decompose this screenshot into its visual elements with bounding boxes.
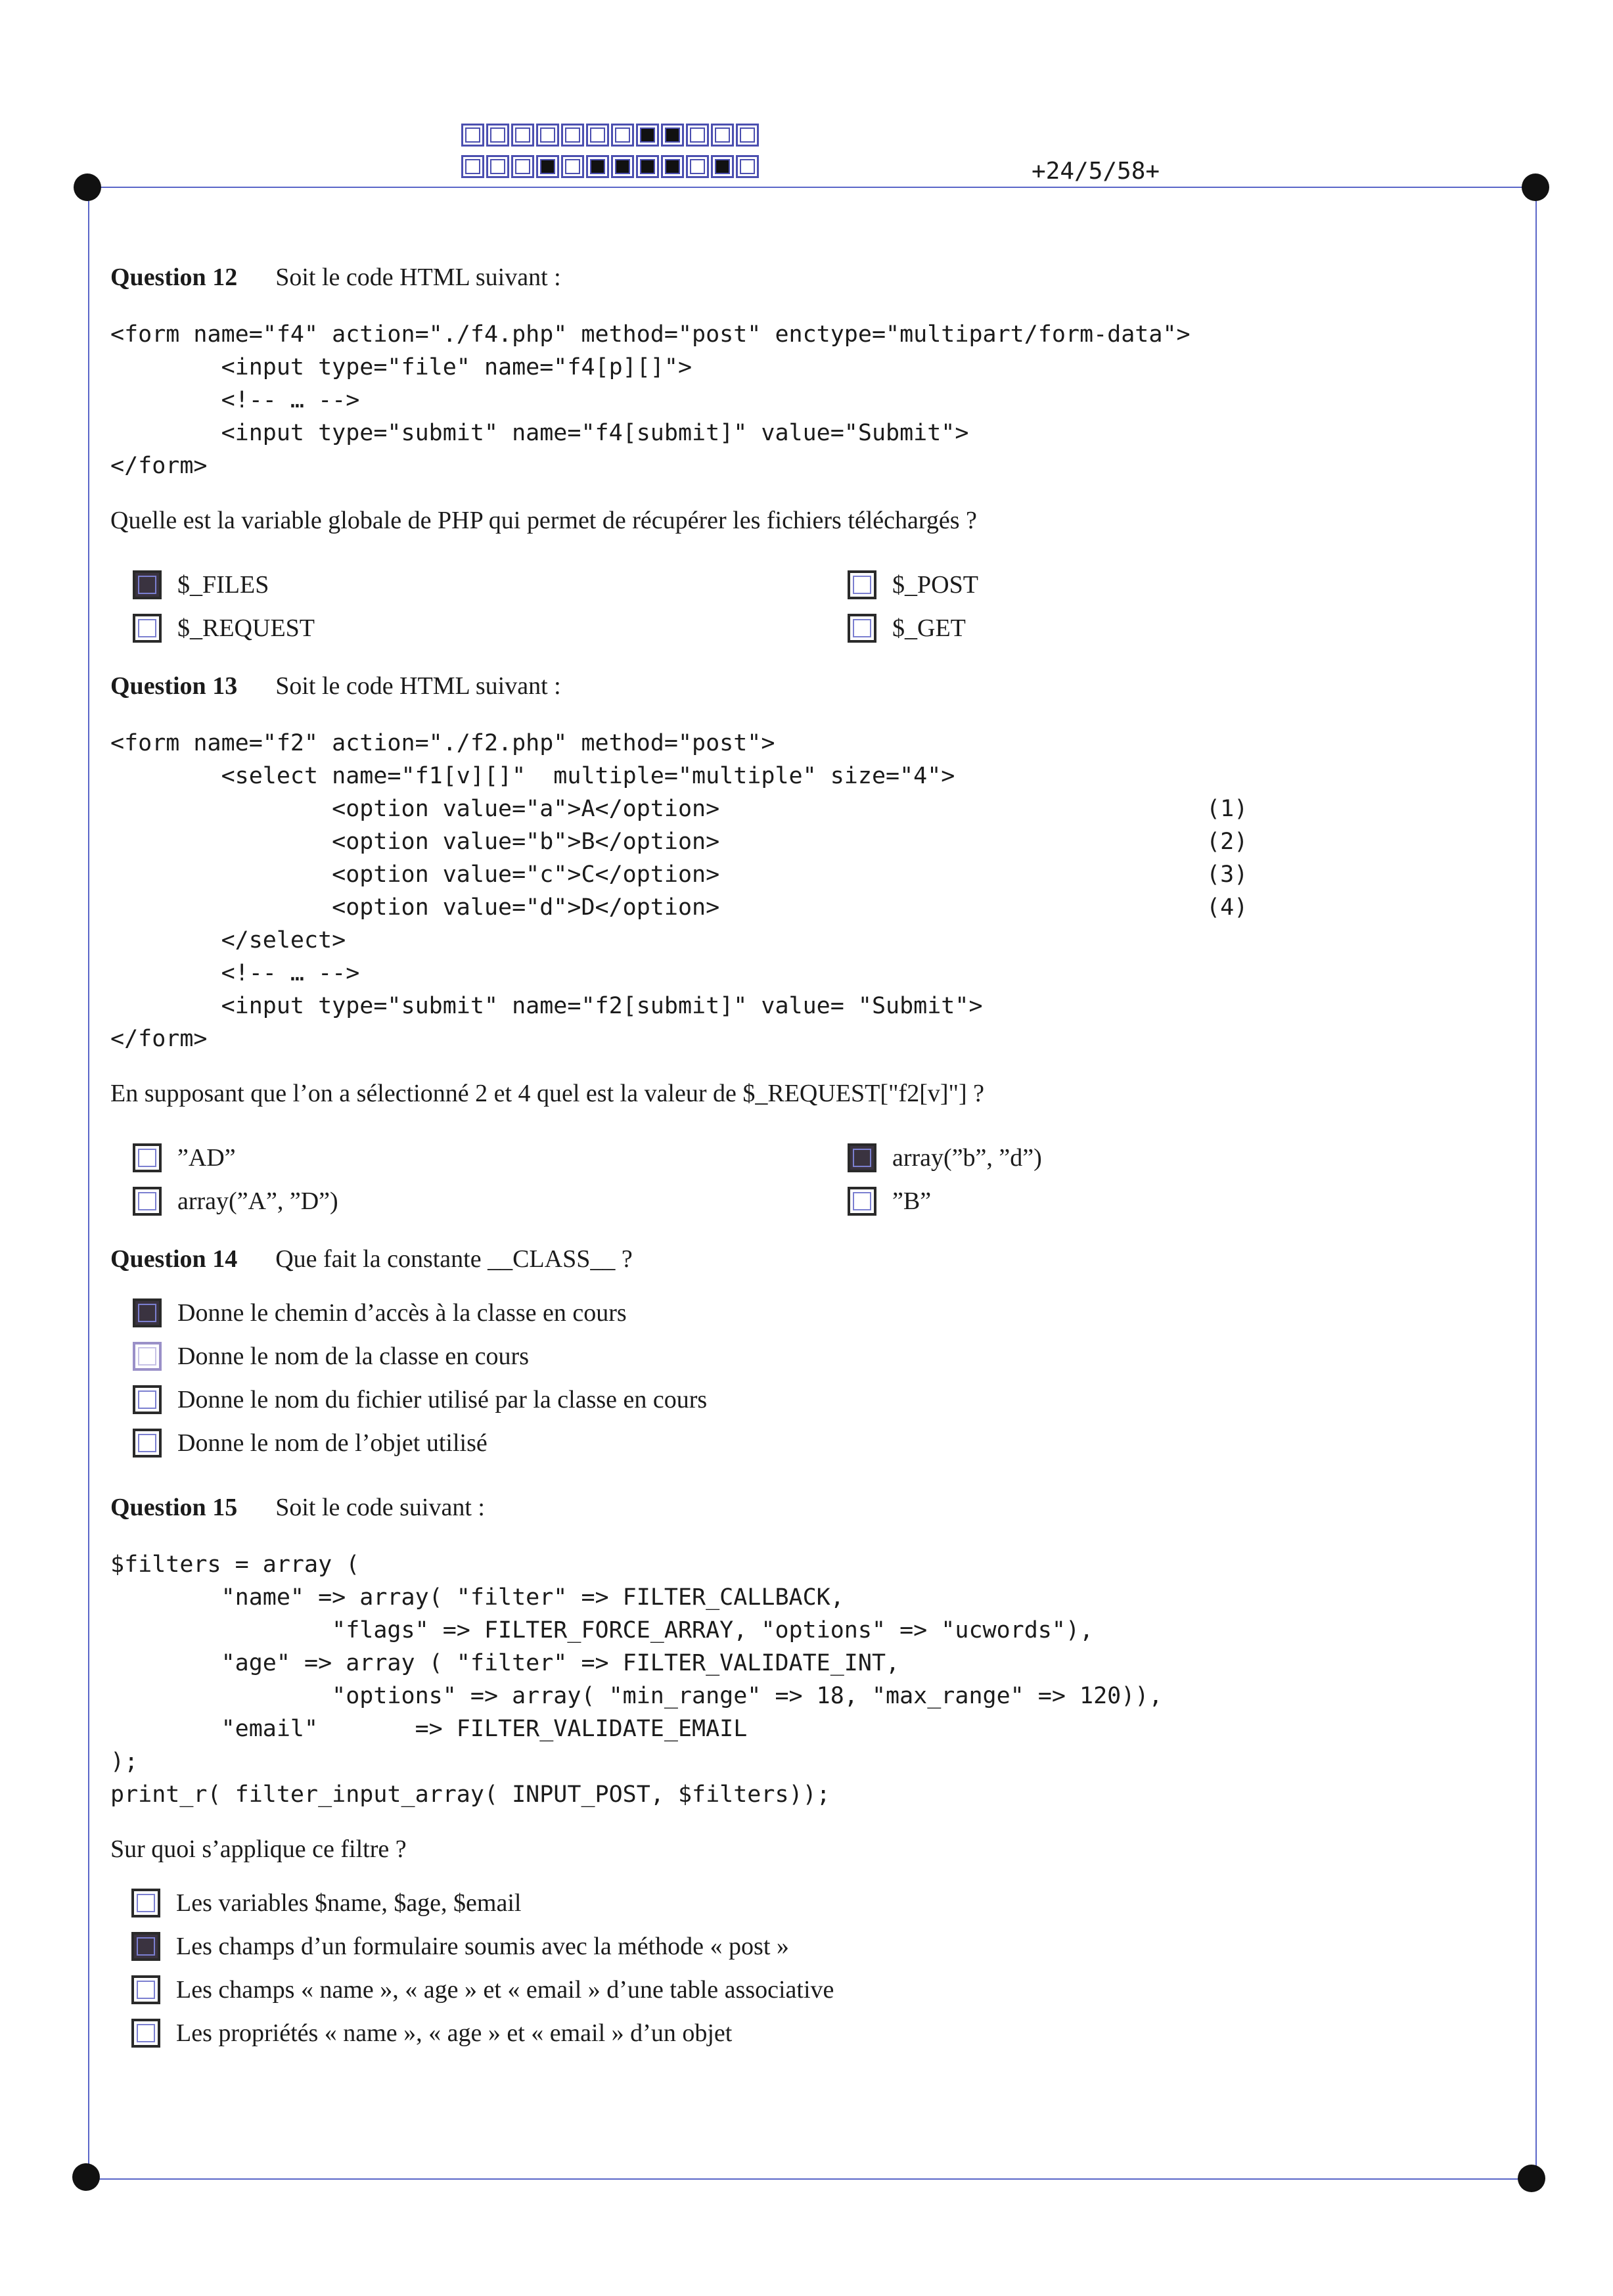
barcode-cell-filled: [636, 155, 659, 178]
question-prompt: Soit le code HTML suivant :: [275, 672, 561, 700]
answer-label: Donne le chemin d’accès à la classe en cours: [177, 1299, 627, 1327]
checkbox[interactable]: [133, 1385, 162, 1414]
question-15-code: $filters = array ( "name" => array( "filter" => FILTER_CALLBACK, "flags" => FILTER_FORCE_ARRAY, "options" => "ucwords"), "age" => array ( "filter" => FILTER_VALIDATE_INT, "options" => array( "min_range" => 18, "max_range" => 120)), "email" => FILTER_VALIDATE_EMAIL ); print_r( filter_input_array( INPUT_POST, $filters));: [110, 1551, 1163, 1808]
barcode-cell-empty: [736, 124, 759, 147]
barcode-cell-filled: [711, 155, 734, 178]
page-id: +24/5/58+: [1032, 158, 1160, 185]
frame-left-line: [88, 187, 89, 2178]
checkbox[interactable]: [848, 570, 876, 599]
checkbox[interactable]: [848, 614, 876, 643]
answer-label: Les variables $name, $age, $email: [176, 1889, 522, 1917]
checkbox[interactable]: [133, 1143, 162, 1172]
answer-option[interactable]: [848, 570, 978, 599]
question-13-text: En supposant que l’on a sélectionné 2 et 4 quel est la valeur de $_REQUEST["f2[v]"] ?: [110, 1080, 985, 1107]
corner-mark-bottom-left: [72, 2163, 100, 2191]
checkbox[interactable]: [131, 1975, 160, 2004]
answer-label: $_REQUEST: [177, 614, 315, 642]
barcode-cell-filled: [611, 155, 634, 178]
barcode-cell-empty: [686, 155, 709, 178]
question-number: Question 12: [110, 264, 238, 291]
question-prompt: Soit le code HTML suivant :: [275, 264, 561, 291]
answer-label: array(”b”, ”d”): [892, 1144, 1042, 1172]
answer-label: Les champs « name », « age » et « email » d’une table associative: [176, 1976, 834, 2004]
question-12-code: <form name="f4" action="./f4.php" method="post" enctype="multipart/form-data"> <input type="file" name="f4[p][]"> <!-- … --> <input type="submit" name="f4[submit]" value="Submit"> </form>: [110, 321, 1191, 479]
answer-option[interactable]: [133, 1342, 529, 1371]
answer-option[interactable]: [133, 1429, 488, 1458]
answer-option[interactable]: [131, 2019, 732, 2048]
barcode-cell-empty: [511, 155, 534, 178]
checkbox-checked[interactable]: [848, 1143, 876, 1172]
answer-option[interactable]: [133, 1298, 627, 1327]
question-prompt: Que fait la constante __CLASS__ ?: [275, 1245, 633, 1273]
barcode-cell-filled: [586, 155, 609, 178]
question-13-line-numbers: (1) (2) (3) (4): [1206, 796, 1248, 921]
barcode-cell-filled: [661, 155, 684, 178]
question-prompt: Soit le code suivant :: [275, 1494, 485, 1521]
answer-label: $_FILES: [177, 571, 269, 599]
question-13-code: <form name="f2" action="./f2.php" method="post"> <select name="f1[v][]" multiple="multiple" size="4"> <option value="a">A</option> <option value="b">B</option> <option value="c">C</option> <option value="d">D</option> </select> <!-- … --> <input type="submit" name="f2[submit]" value= "Submit"> </form>: [110, 730, 983, 1052]
barcode-cell-filled: [661, 124, 684, 147]
barcode-cell-empty: [736, 155, 759, 178]
answer-option[interactable]: [133, 1143, 236, 1172]
checkbox[interactable]: [133, 614, 162, 643]
barcode-cell-empty: [486, 124, 509, 147]
answer-option[interactable]: [848, 614, 966, 643]
barcode-cell-empty: [586, 124, 609, 147]
checkbox-checked[interactable]: [133, 570, 162, 599]
answer-option[interactable]: [848, 1143, 1042, 1172]
barcode-cell-empty: [461, 124, 484, 147]
checkbox-checked[interactable]: [131, 1932, 160, 1961]
barcode-row-2: [461, 155, 761, 178]
answer-option[interactable]: [131, 1932, 789, 1961]
barcode-cell-filled: [636, 124, 659, 147]
answer-option[interactable]: [131, 1975, 834, 2004]
question-number: Question 13: [110, 672, 238, 700]
barcode-cell-empty: [461, 155, 484, 178]
barcode-cell-empty: [536, 124, 559, 147]
answer-label: array(”A”, ”D”): [177, 1187, 338, 1215]
answer-label: Donne le nom de l’objet utilisé: [177, 1429, 488, 1457]
answer-option[interactable]: [848, 1187, 931, 1216]
barcode-cell-empty: [561, 124, 584, 147]
answer-option[interactable]: [133, 570, 269, 599]
answer-label: ”B”: [892, 1187, 932, 1215]
checkbox[interactable]: [133, 1187, 162, 1216]
question-12-text: Quelle est la variable globale de PHP qui permet de récupérer les fichiers téléchargés ?: [110, 507, 977, 534]
barcode-cell-empty: [711, 124, 734, 147]
frame-bottom-line: [88, 2178, 1537, 2180]
answer-option[interactable]: [131, 1889, 521, 1917]
frame-right-line: [1535, 187, 1537, 2178]
corner-mark-top-left: [74, 173, 101, 201]
corner-mark-top-right: [1522, 173, 1549, 201]
question-15-header: [110, 1493, 485, 1522]
answer-label: ”AD”: [177, 1144, 236, 1172]
barcode-cell-empty: [686, 124, 709, 147]
checkbox[interactable]: [133, 1342, 162, 1371]
barcode-row-1: [461, 124, 761, 147]
checkbox[interactable]: [131, 2019, 160, 2048]
answer-option[interactable]: [133, 1187, 338, 1216]
answer-option[interactable]: [133, 614, 315, 643]
checkbox[interactable]: [131, 1889, 160, 1917]
question-number: Question 14: [110, 1245, 238, 1273]
question-number: Question 15: [110, 1494, 238, 1521]
barcode-cell-empty: [561, 155, 584, 178]
barcode-cell-empty: [486, 155, 509, 178]
question-12-header: [110, 263, 561, 292]
answer-label: $_POST: [892, 571, 978, 599]
answer-label: Donne le nom de la classe en cours: [177, 1343, 529, 1370]
checkbox[interactable]: [848, 1187, 876, 1216]
barcode-cell-empty: [511, 124, 534, 147]
question-13-header: [110, 672, 561, 700]
checkbox-checked[interactable]: [133, 1298, 162, 1327]
checkbox[interactable]: [133, 1429, 162, 1458]
question-14-header: [110, 1245, 633, 1274]
answer-label: $_GET: [892, 614, 966, 642]
answer-label: Les propriétés « name », « age » et « email » d’un objet: [176, 2019, 733, 2047]
question-15-text: Sur quoi s’applique ce filtre ?: [110, 1835, 407, 1863]
answer-option[interactable]: [133, 1385, 707, 1414]
corner-mark-bottom-right: [1518, 2165, 1545, 2192]
barcode-cell-empty: [611, 124, 634, 147]
answer-label: Donne le nom du fichier utilisé par la classe en cours: [177, 1386, 708, 1413]
answer-label: Les champs d’un formulaire soumis avec la méthode « post »: [176, 1933, 789, 1960]
frame-top-line: [88, 187, 1537, 188]
barcode-cell-filled: [536, 155, 559, 178]
